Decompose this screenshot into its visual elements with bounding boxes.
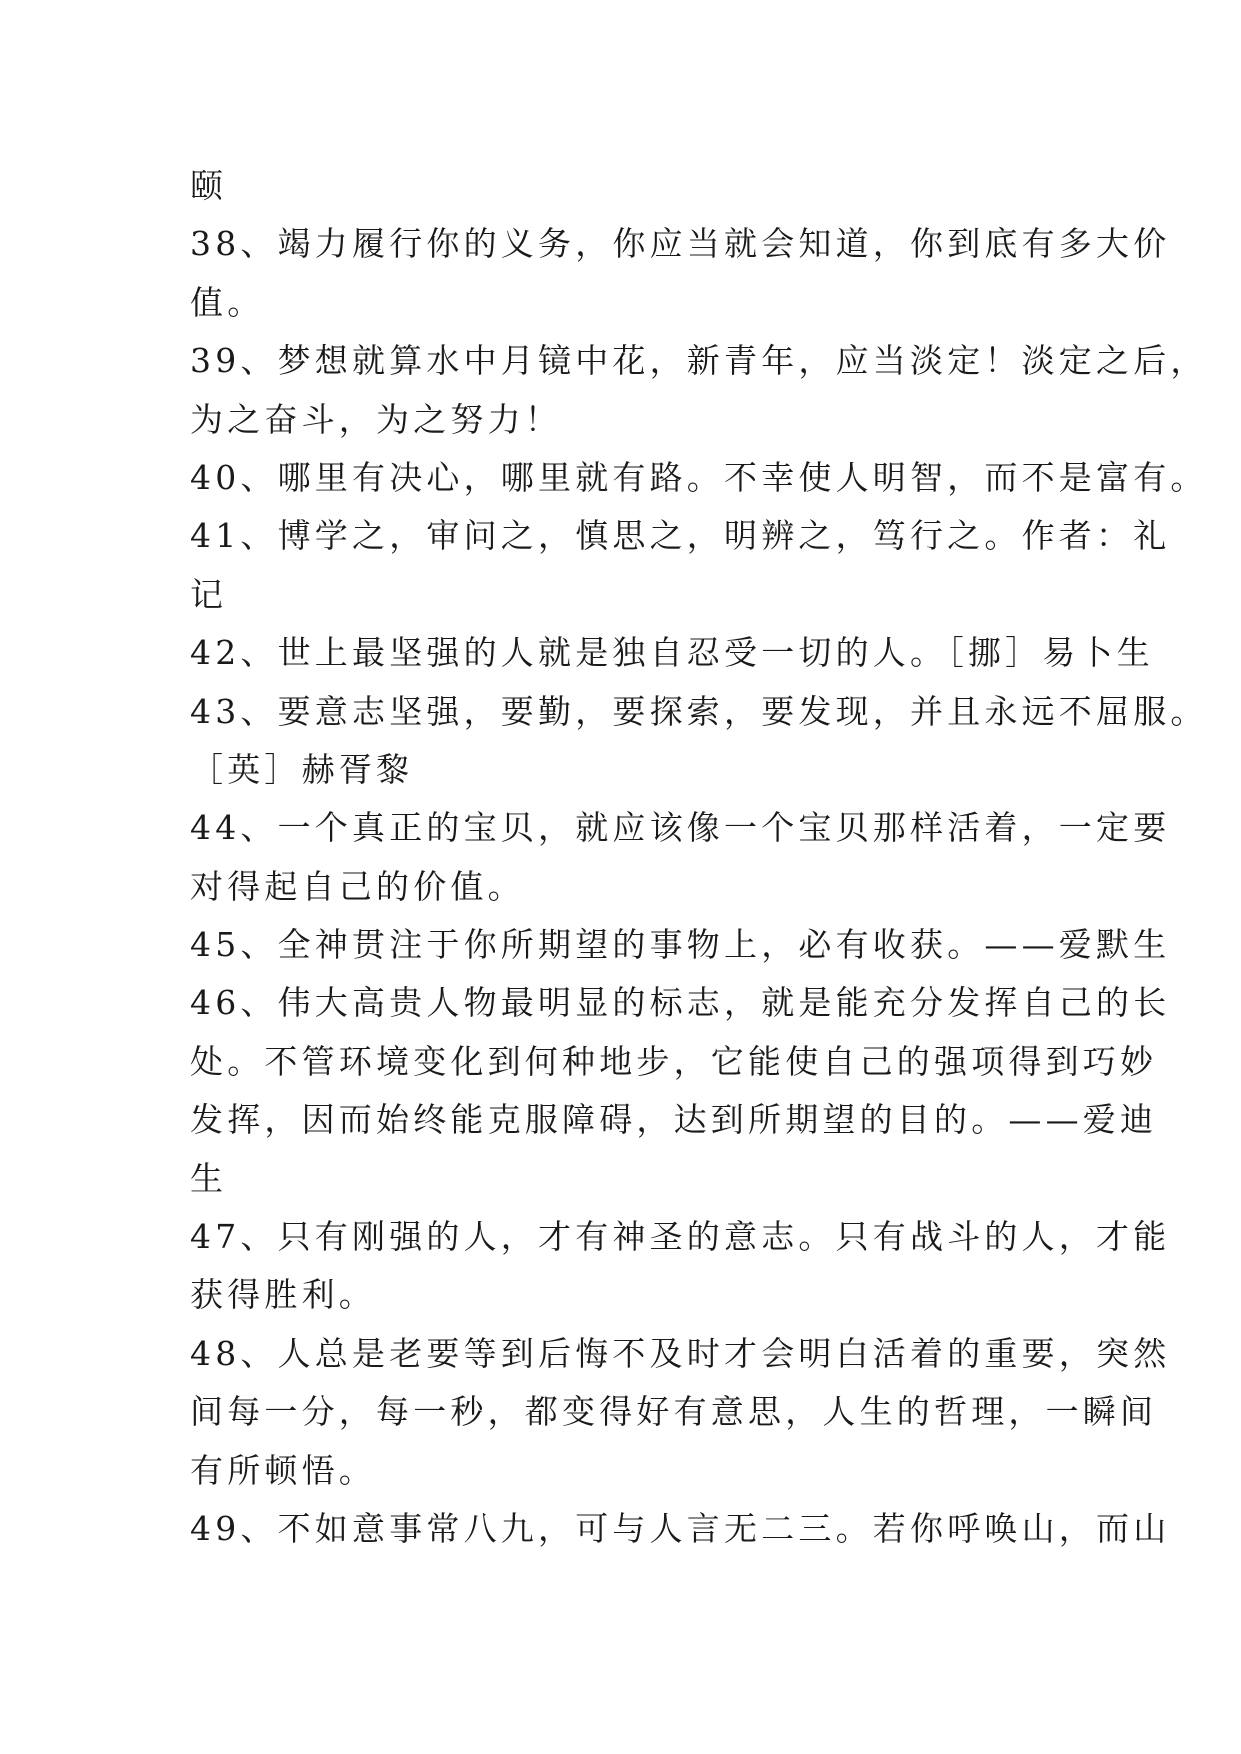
text-line: 处。不管环境变化到何种地步，它能使自己的强项得到巧妙 <box>190 1041 1158 1081</box>
text-line: 45、全神贯注于你所期望的事物上，必有收获。——爱默生 <box>190 925 1171 965</box>
text-line: 值。 <box>190 282 265 322</box>
text-line: 43、要意志坚强，要勤，要探索，要发现，并且永远不屈服。 <box>190 691 1208 731</box>
text-line: 颐 <box>190 166 228 205</box>
text-line: 47、只有刚强的人，才有神圣的意志。只有战斗的人，才能 <box>190 1217 1171 1257</box>
text-line: 46、伟大高贵人物最明显的标志，就是能充分发挥自己的长 <box>190 983 1171 1023</box>
text-line: 记 <box>190 574 228 614</box>
text-line: 获得胜利。 <box>190 1275 376 1315</box>
text-line: 为之奋斗，为之努力！ <box>190 399 562 439</box>
document-body <box>190 157 1208 1558</box>
text-line: 42、世上最坚强的人就是独自忍受一切的人。［挪］易卜生 <box>190 633 1154 673</box>
text-line: 41、博学之，审问之，慎思之，明辨之，笃行之。作者：礼 <box>190 516 1171 556</box>
text-line: 有所顿悟。 <box>190 1450 376 1490</box>
text-line: 间每一分，每一秒，都变得好有意思，人生的哲理，一瞬间 <box>190 1392 1158 1432</box>
text-line: 49、不如意事常八九，可与人言无二三。若你呼唤山，而山 <box>190 1508 1171 1548</box>
text-line: 40、哪里有决心，哪里就有路。不幸使人明智，而不是富有。 <box>190 457 1208 497</box>
text-line: 48、人总是老要等到后悔不及时才会明白活着的重要，突然 <box>190 1333 1171 1373</box>
text-line: 38、竭力履行你的义务，你应当就会知道，你到底有多大价 <box>190 224 1171 264</box>
text-line: 发挥，因而始终能克服障碍，达到所期望的目的。——爱迪 <box>190 1100 1158 1140</box>
text-line: 生 <box>190 1158 228 1198</box>
text-line: 39、梦想就算水中月镜中花，新青年，应当淡定！淡定之后， <box>190 341 1208 381</box>
text-line: 对得起自己的价值。 <box>190 866 525 906</box>
text-line: 44、一个真正的宝贝，就应该像一个宝贝那样活着，一定要 <box>190 808 1171 848</box>
text-line: ［英］赫胥黎 <box>190 749 414 789</box>
